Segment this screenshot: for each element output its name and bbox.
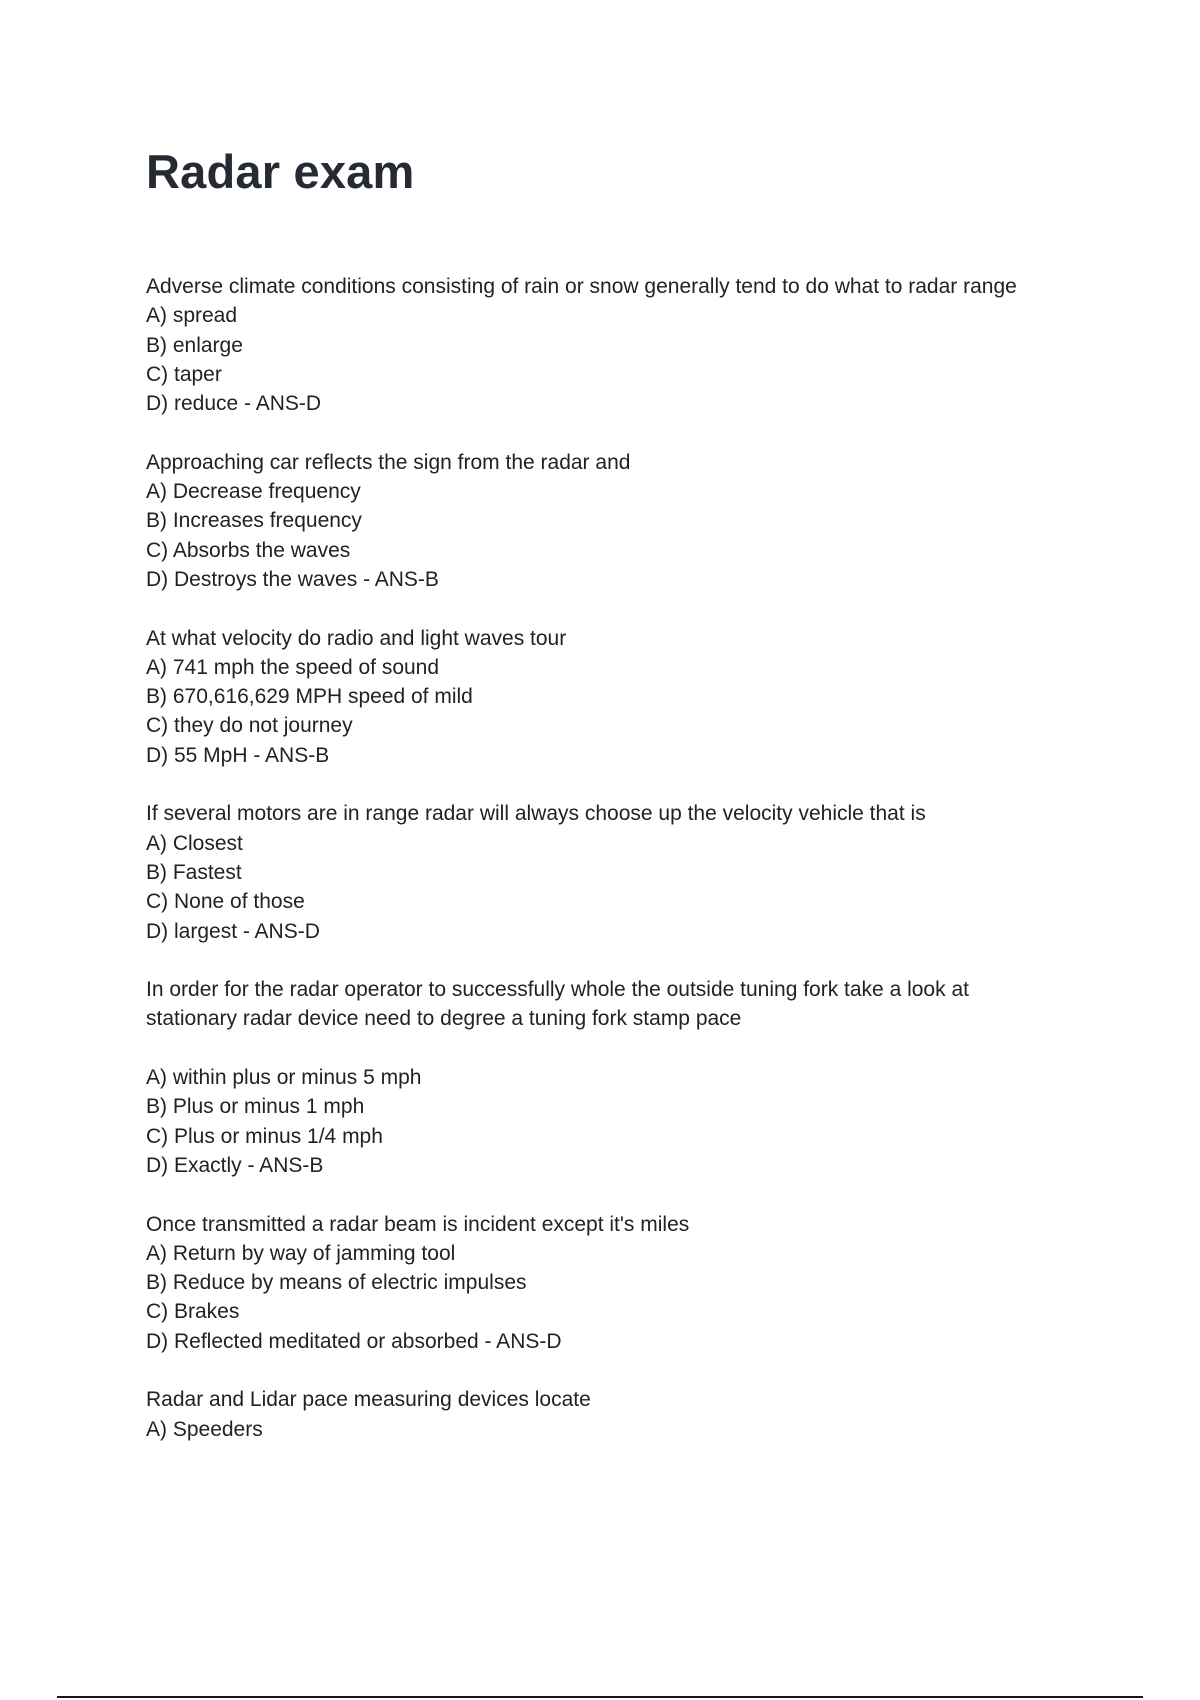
answer-option: D) Exactly - ANS-B	[146, 1153, 324, 1177]
question-item	[146, 799, 1096, 945]
question-text: Radar and Lidar pace measuring devices locate	[146, 1388, 591, 1412]
answer-option: A) within plus or minus 5 mph	[146, 1066, 422, 1090]
question-item	[146, 272, 1096, 418]
question-text: Approaching car reflects the sign from the radar and	[146, 450, 631, 474]
answer-option: A) spread	[146, 304, 238, 328]
answer-option: C) they do not journey	[146, 714, 353, 738]
answer-option: C) taper	[146, 362, 222, 386]
answer-option: C) None of those	[146, 890, 305, 914]
question-item	[146, 448, 1096, 594]
answer-option: A) 741 mph the speed of sound	[146, 655, 440, 679]
question-item	[146, 1210, 1096, 1356]
question-item	[146, 1385, 1096, 1444]
answer-option: B) 670,616,629 MPH speed of mild	[146, 685, 473, 709]
answer-option: B) Fastest	[146, 860, 242, 884]
footer-divider	[57, 1696, 1143, 1698]
answer-option: A) Closest	[146, 831, 243, 855]
answer-option: C) Plus or minus 1/4 mph	[146, 1124, 383, 1148]
answer-option: B) Plus or minus 1 mph	[146, 1095, 365, 1119]
answer-option: D) reduce - ANS-D	[146, 392, 322, 416]
answer-option: D) Reflected meditated or absorbed - ANS-D	[146, 1329, 562, 1353]
question-text: Adverse climate conditions consisting of rain or snow generally tend to do what to radar range	[146, 275, 1017, 298]
question-list	[146, 272, 1096, 1473]
question-text-line: In order for the radar operator to successfully whole the outside tuning fork take a look at	[146, 978, 969, 1002]
answer-option: D) Destroys the waves - ANS-B	[146, 567, 439, 591]
answer-option: C) Absorbs the waves	[146, 538, 351, 562]
answer-option: B) Reduce by means of electric impulses	[146, 1271, 527, 1295]
answer-option: D) largest - ANS-D	[146, 919, 320, 943]
answer-option: B) enlarge	[146, 333, 243, 357]
answer-option: A) Return by way of jamming tool	[146, 1241, 456, 1265]
question-item	[146, 624, 1096, 770]
answer-option: D) 55 MpH - ANS-B	[146, 743, 330, 767]
question-text-line: stationary radar device need to degree a tuning fork stamp pace	[146, 1007, 742, 1031]
question-text: At what velocity do radio and light waves tour	[146, 626, 567, 650]
answer-option: A) Decrease frequency	[146, 480, 361, 504]
question-text: If several motors are in range radar will always choose up the velocity vehicle that is	[146, 802, 926, 826]
question-text: Once transmitted a radar beam is incident except it's miles	[146, 1212, 690, 1236]
page-title: Radar exam	[146, 145, 415, 198]
answer-option: C) Brakes	[146, 1300, 240, 1324]
question-item	[146, 975, 1096, 1180]
answer-option: A) Speeders	[146, 1417, 263, 1441]
answer-option: B) Increases frequency	[146, 509, 362, 533]
